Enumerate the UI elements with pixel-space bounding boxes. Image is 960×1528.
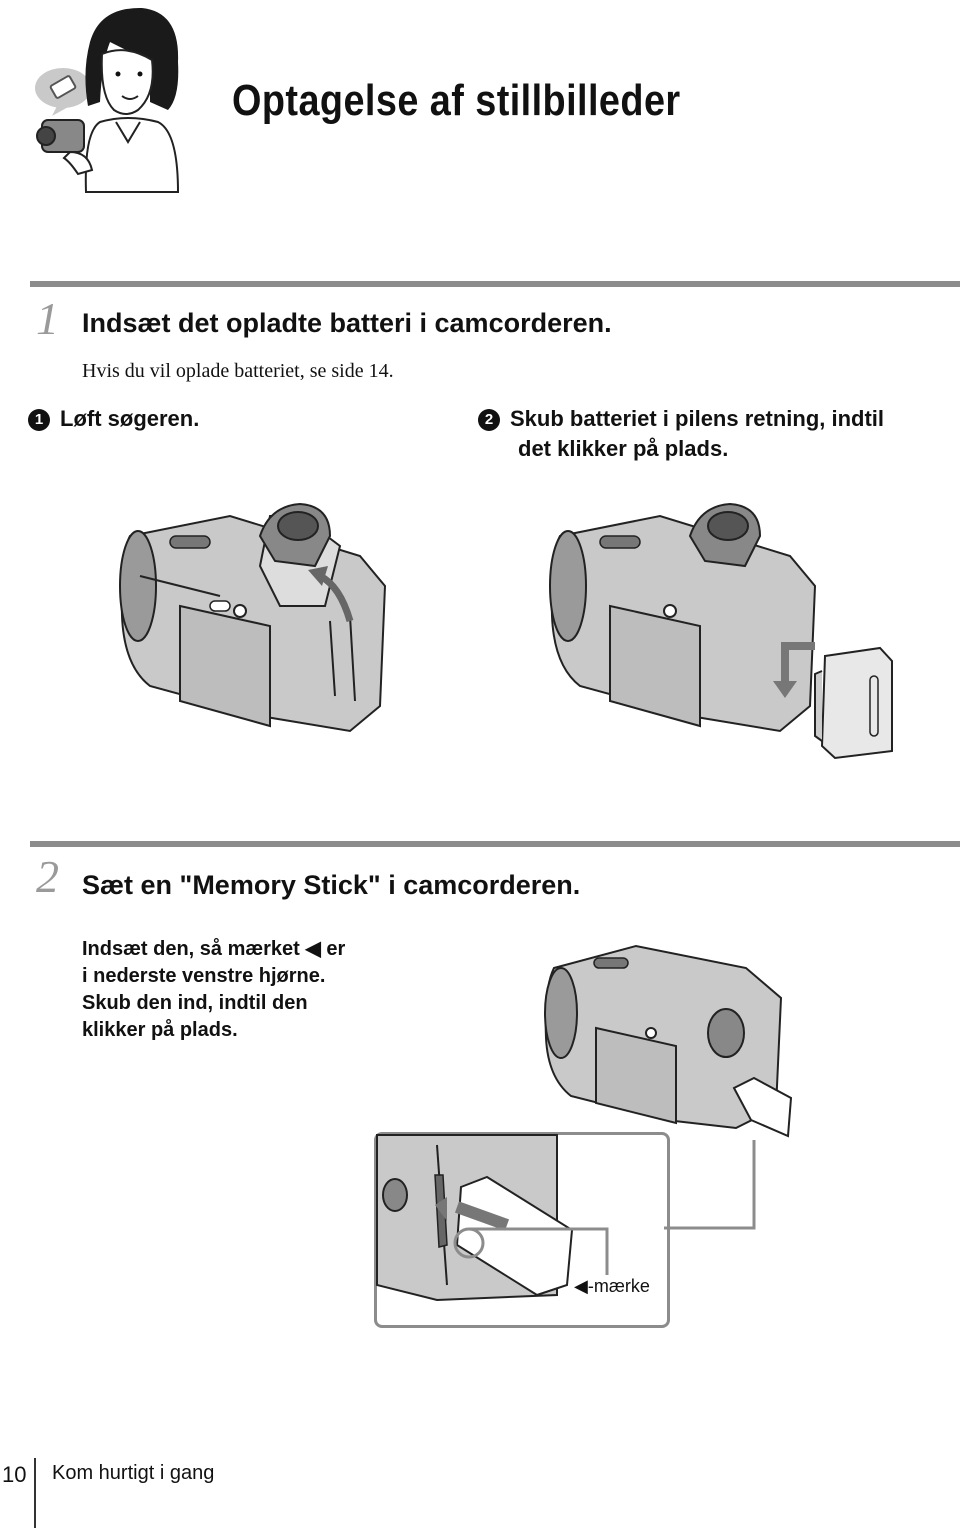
substep-text-cont: det klikker på plads. (518, 436, 729, 461)
callout-label: ◀-mærke (574, 1276, 650, 1296)
step-heading: Indsæt det opladte batteri i camcorderen. (82, 308, 612, 338)
section-divider (30, 281, 960, 287)
section-divider (30, 841, 960, 847)
instruction-line: Skub den ind, indtil den (82, 992, 308, 1014)
step-instructions (82, 936, 345, 1044)
instruction-line: i nederste venstre hjørne. (82, 965, 326, 987)
step-number: 2 (36, 851, 59, 902)
page-title: Optagelse af stillbilleder (232, 76, 681, 125)
substep-marker: 2 (478, 409, 500, 431)
step-note: Hvis du vil oplade batteriet, se side 14. (82, 360, 394, 382)
substep-text: Løft søgeren. (60, 406, 200, 431)
substep-a (28, 404, 199, 434)
step-number: 1 (36, 293, 59, 344)
camcorder-lift-viewfinder-illustration (110, 496, 400, 746)
section-name: Kom hurtigt i gang (52, 1462, 215, 1484)
instruction-line: Indsæt den, så mærket ◀ er (82, 938, 346, 960)
footer-divider (34, 1458, 36, 1528)
substep-b (478, 404, 884, 464)
person-with-camcorder-illustration (30, 2, 190, 202)
callout-connector (664, 1140, 764, 1240)
battery-pack (822, 648, 892, 758)
step-heading: Sæt en "Memory Stick" i camcorderen. (82, 870, 581, 900)
camera-speech-bubble-icon (35, 68, 91, 116)
substep-text: Skub batteriet i pilens retning, indtil (510, 406, 885, 431)
substep-marker: 1 (28, 409, 50, 431)
camcorder-memory-stick-illustration (536, 938, 796, 1148)
instruction-line: klikker på plads. (82, 1019, 238, 1041)
camcorder-insert-battery-illustration (540, 496, 900, 766)
page-number: 10 (2, 1462, 27, 1487)
